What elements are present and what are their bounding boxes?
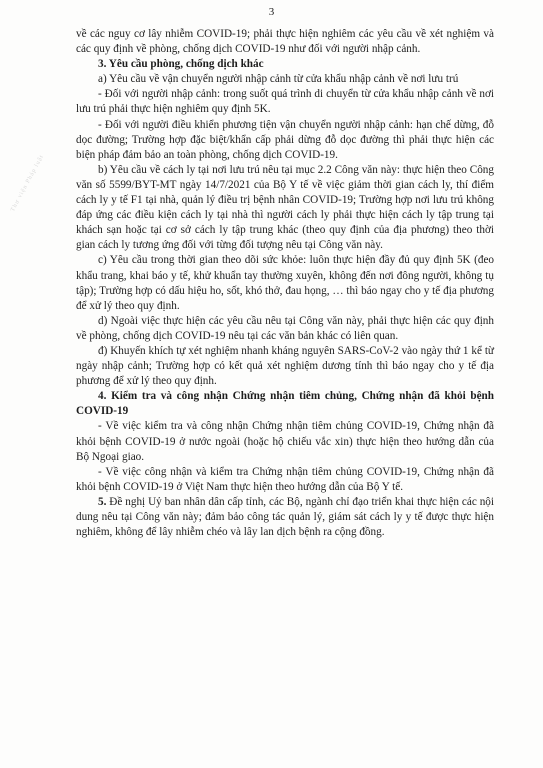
document-body xyxy=(76,27,494,540)
paragraph-continuation: về các nguy cơ lây nhiễm COVID-19; phải thực hiện nghiêm các yêu cầu về xét nghiệm và các quy định về phòng, chống dịch COVID-19 như đối với người nhập cảnh. xyxy=(76,28,494,56)
paragraph-3d: d) Ngoài việc thực hiện các yêu cầu nêu tại Công văn này, phải thực hiện các quy định về phòng, chống dịch COVID-19 nêu tại các văn bản khác có liên quan. xyxy=(76,314,494,342)
paragraph-5-number: 5. xyxy=(98,495,107,508)
paragraph-3dd: đ) Khuyến khích tự xét nghiệm nhanh kháng nguyên SARS-CoV-2 vào ngày thứ 1 kể từ ngày nhập cảnh; Trường hợp có kết quả xét nghiệm dương tính thì báo ngay cho y tế địa phương để xử lý theo quy định. xyxy=(76,344,494,388)
watermark: Thư viện Pháp luật xyxy=(10,153,46,213)
paragraph-3b: b) Yêu cầu về cách ly tại nơi lưu trú nêu tại mục 2.2 Công văn này: thực hiện theo Công văn số 5599/BYT-MT ngày 14/7/2021 của Bộ Y tế về việc giảm thời gian cách ly, thí điểm cách ly y tế F1 tại nhà, quản lý điều trị bệnh nhân COVID-19; Trường hợp nơi lưu trú không đáp ứng các điều kiện cách ly tại nhà thì người cách ly phải thực hiện cách ly tập trung tại khách sạn hoặc tại cơ sở cách ly tập trung khác (theo quy định của địa phương) theo thời gian cách ly tương ứng đối với từng đối tượng nêu tại Công văn này. xyxy=(76,163,494,252)
paragraph-3c: c) Yêu cầu trong thời gian theo dõi sức khỏe: luôn thực hiện đầy đủ quy định 5K (đeo khẩu trang, khai báo y tế, khử khuẩn tay thường xuyên, không đến nơi đông người, không tụ tập); Trường hợp có dấu hiệu ho, sốt, khó thở, đau họng, … thì báo ngay cho y tế địa phương để xử lý theo quy định. xyxy=(76,254,494,312)
paragraph-3a: a) Yêu cầu về vận chuyển người nhập cảnh từ cửa khẩu nhập cảnh về nơi lưu trú xyxy=(98,73,459,86)
page-number: 3 xyxy=(268,6,275,18)
section-heading-3: 3. Yêu cầu phòng, chống dịch khác xyxy=(98,58,264,71)
paragraph-3a-drivers: - Đối với người điều khiển phương tiện vận chuyển người nhập cảnh: hạn chế dừng, đỗ dọc đường; Trường hợp đặc biệt/khẩn cấp phải dừng đỗ dọc đường thì phải thực hiện các biện pháp đảm bảo an toàn phòng, chống dịch COVID-19. xyxy=(76,118,494,161)
paragraph-4-domestic: - Về việc công nhận và kiểm tra Chứng nhận tiêm chủng COVID-19, Chứng nhận đã khỏi bệnh COVID-19 ở Việt Nam thực hiện theo hướng dẫn của Bộ Y tế. xyxy=(76,465,494,493)
section-heading-4: 4. Kiểm tra và công nhận Chứng nhận tiêm chủng, Chứng nhận đã khỏi bệnh COVID-19 xyxy=(76,390,494,418)
paragraph-4-foreign: - Về việc kiểm tra và công nhận Chứng nhận tiêm chủng COVID-19, Chứng nhận đã khỏi bệnh COVID-19 ở nước ngoài (hoặc hộ chiếu vắc xin) thực hiện theo hướng dẫn của Bộ Ngoại giao. xyxy=(76,420,494,463)
paragraph-3a-passengers: - Đối với người nhập cảnh: trong suốt quá trình di chuyển từ cửa khẩu nhập cảnh về nơi lưu trú phải thực hiện nghiêm quy định 5K. xyxy=(76,88,494,116)
paragraph-5: 5. Đề nghị Uỷ ban nhân dân cấp tỉnh, các Bộ, ngành chỉ đạo triển khai thực hiện các nội dung nêu tại Công văn này; đảm bảo công tác quản lý, giám sát cách ly y tế được thực hiện nghiêm, không để lây nhiễm chéo và lây lan dịch bệnh ra cộng đồng. xyxy=(76,495,494,539)
